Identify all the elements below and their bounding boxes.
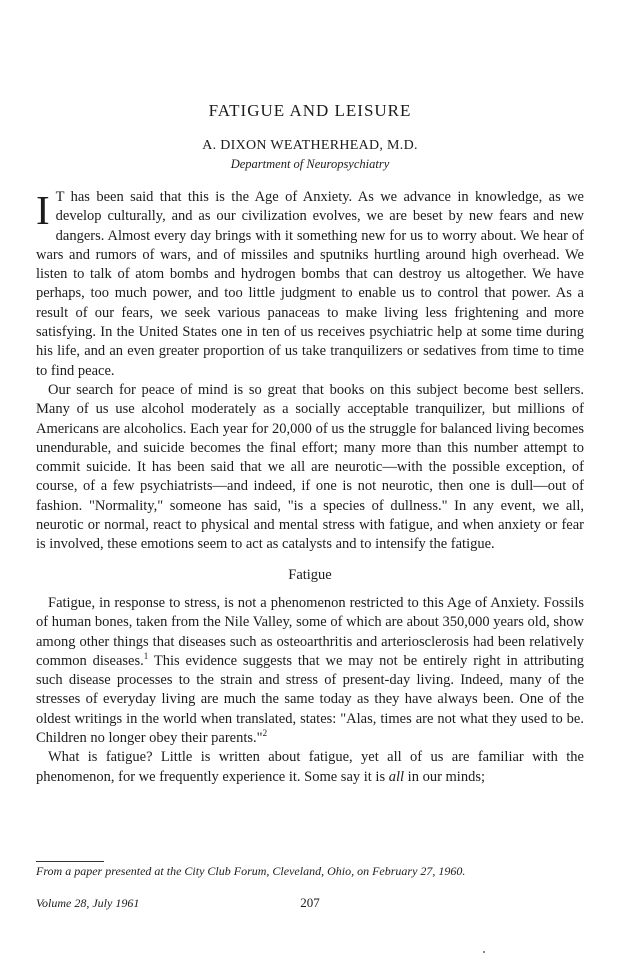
page-number: 207: [300, 895, 320, 910]
section-paragraph-2: [36, 748, 584, 787]
section-paragraph-2-emphasis: all: [388, 768, 405, 785]
author-department: Department of Neuropsychiatry: [230, 157, 390, 171]
article-author: A. DIXON WEATHERHEAD, M.D.: [202, 138, 418, 153]
footnote-ref-2: 2: [262, 728, 268, 739]
scan-speck: [483, 951, 485, 953]
section-paragraph-2-text-b: in our minds;: [404, 768, 486, 785]
footnote-divider: [36, 861, 104, 862]
intro-paragraph-2: Our search for peace of mind is so great that books on this subject become best sellers. Many of us use alcohol moderately as a socially acceptable tranquilizer, but millions of Americans are alcoholics. Each year for 20,000 of us the struggle for balanced living becomes unendurable, and suicide becomes the final effort; many more than this number attempt to commit suicide. It has been said that we all are neurotic—with the possible exception, of course, of a few psychiatrists—and indeed, if one is not neurotic, then one is dull—out of fashion. "Normality," someone has said, "is a species of dullness." In any event, we all, neurotic or normal, react to physical and mental stress with fatigue, and when anxiety or fear is involved, these emotions seem to act as catalysts and to intensify the fatigue.: [36, 381, 584, 553]
footnote-ref-1: 1: [143, 651, 149, 661]
intro-paragraph-1-text: T has been said that this is the Age of Anxiety. As we advance in knowledge, as we develop culturally, and as our civilization evolves, we are beset by new fears and new dangers. Almost every day brings with it something new for us to worry about. We hear of wars and rumors of wars, and of missiles and sputniks hurtling around high overhead. We listen to talk of atom bombs and hydrogen bombs that can destroy us altogether. We have perhaps, too much power, and too little judgment to enable us to control that power. As a result of our fears, we seek various panaceas to make living less frightening and more satisfying. In the United States one in ten of us receives psychiatric help at some time during his life, and an even greater proportion of us take tranquilizers or sedatives from time to time to find peace.: [36, 189, 584, 379]
volume-info: Volume 28, July 1961: [36, 896, 140, 910]
section-heading: Fatigue: [288, 566, 332, 583]
section-paragraph-1: [36, 594, 584, 748]
intro-paragraph-1: [36, 188, 584, 381]
section-paragraph-1-text-a: Fatigue, in response to stress, is not a phenomenon restricted to this Age of Anxiety. Fossils of human bones, taken from the Nile Valley, some of which are about 350,000 years old, show among other things that diseases such as osteoarthritis and arteriosclerosis had been relatively common diseases.: [36, 594, 584, 669]
drop-cap: I: [36, 187, 50, 233]
section-paragraph-1-text-b: This evidence suggests that we may not be entirely right in attributing such disease processes to the strain and stress of present-day living. Indeed, many of the stresses of everyday living are much the same today as they have always been. One of the oldest writings in the world when translated, states: "Alas, times are not what they used to be. Children no longer obey their parents.": [36, 652, 584, 747]
section-paragraph-2-text-a: What is fatigue? Little is written about fatigue, yet all of us are familiar with the phenomenon, for we frequently experience it. Some say it is: [36, 749, 584, 785]
article-body: [36, 188, 584, 787]
footnote: From a paper presented at the City Club Forum, Cleveland, Ohio, on February 27, 1960.: [36, 864, 466, 878]
article-title: FATIGUE AND LEISURE: [208, 101, 412, 120]
